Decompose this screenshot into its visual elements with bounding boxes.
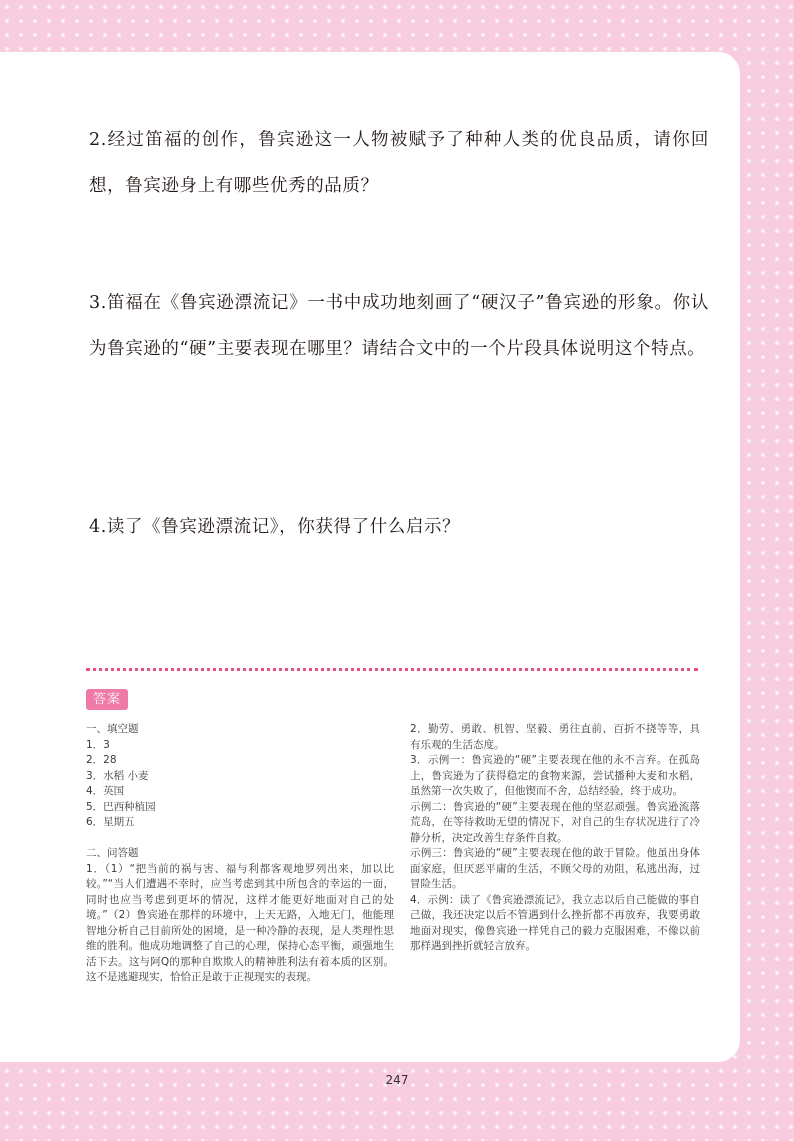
section-title-qa: 二、问答题: [86, 847, 139, 859]
qa-answer-2: 2．勤劳、勇敢、机智、坚毅、勇往直前、百折不挠等等，具有乐观的生活态度。: [410, 723, 700, 751]
fill-answer: 5．巴西种植园: [86, 800, 156, 813]
qa-answer-3-example-2: 示例二：鲁宾逊的“硬”主要表现在他的坚忍顽强。鲁宾逊流落荒岛，在等待救助无望的情况下，对自己的生存状况进行了冷静分析，决定改善生存条件自救。: [410, 800, 700, 844]
answers-right-column: [410, 722, 700, 955]
question-4: 4.读了《鲁宾逊漂流记》，你获得了什么启示？: [89, 517, 461, 537]
answer-badge: 答案: [86, 689, 128, 710]
dotted-divider: [86, 668, 698, 671]
page-number: 247: [385, 1073, 409, 1087]
fill-answer: 4．英国: [86, 785, 125, 797]
qa-answer-4: 4．示例：读了《鲁宾逊漂流记》，我立志以后自己能做的事自己做，我还决定以后不管遇到什么挫折都不再放弃，我要勇敢地面对现实，像鲁宾逊一样凭自己的毅力克服困难，不像以前那样遇到挫折就轻言放弃。: [410, 893, 700, 952]
section-title-fill-blank: 一、填空题: [86, 723, 139, 735]
answers-left-column: [86, 722, 394, 986]
fill-answer: 1．3: [86, 738, 110, 751]
question-2: 2.经过笛福的创作，鲁宾逊这一人物被赋予了种种人类的优良品质，请你回想，鲁宾逊身上有哪些优秀的品质？: [89, 130, 709, 196]
question-3: 3.笛福在《鲁宾逊漂流记》一书中成功地刻画了“硬汉子”鲁宾逊的形象。你认为鲁宾逊的“硬”主要表现在哪里？请结合文中的一个片段具体说明这个特点。: [89, 293, 709, 359]
fill-answer: 2．28: [86, 754, 117, 766]
fill-answer: 6．星期五: [86, 816, 135, 828]
qa-answer-3-example-1: 3．示例一：鲁宾逊的“硬”主要表现在他的永不言弃。在孤岛上，鲁宾逊为了获得稳定的食物来源，尝试播种大麦和水稻，虽然第一次失败了，但他锲而不舍，总结经验，终于成功。: [410, 754, 700, 797]
qa-answer-1: 1．（1）“把当前的祸与害、福与利都客观地罗列出来，加以比较。”“当人们遭遇不幸时，应当考虑到其中所包含的幸运的一面，同时也应当考虑到更坏的情况，这样才能更好地面对自己的处境。”（2）鲁宾逊在那样的环境中，上天无路，入地无门，他能理智地分析自己目前所处的困境，是一种冷静的表现，是人类理性思维的胜利。他成功地调整了自己的心理，保持心态平衡，顽强地生活下去。这与阿Q的那种自欺欺人的精神胜利法有着本质的区别。这不是逃避现实，恰恰正是敢于正视现实的表现。: [86, 862, 394, 983]
spacer: [86, 831, 394, 847]
fill-answer: 3．水稻 小麦: [86, 769, 149, 782]
qa-answer-3-example-3: 示例三：鲁宾逊的“硬”主要表现在他的敢于冒险。他虽出身体面家庭，但厌恶平庸的生活，不顾父母的劝阻，私逃出海，过冒险生活。: [410, 847, 700, 890]
